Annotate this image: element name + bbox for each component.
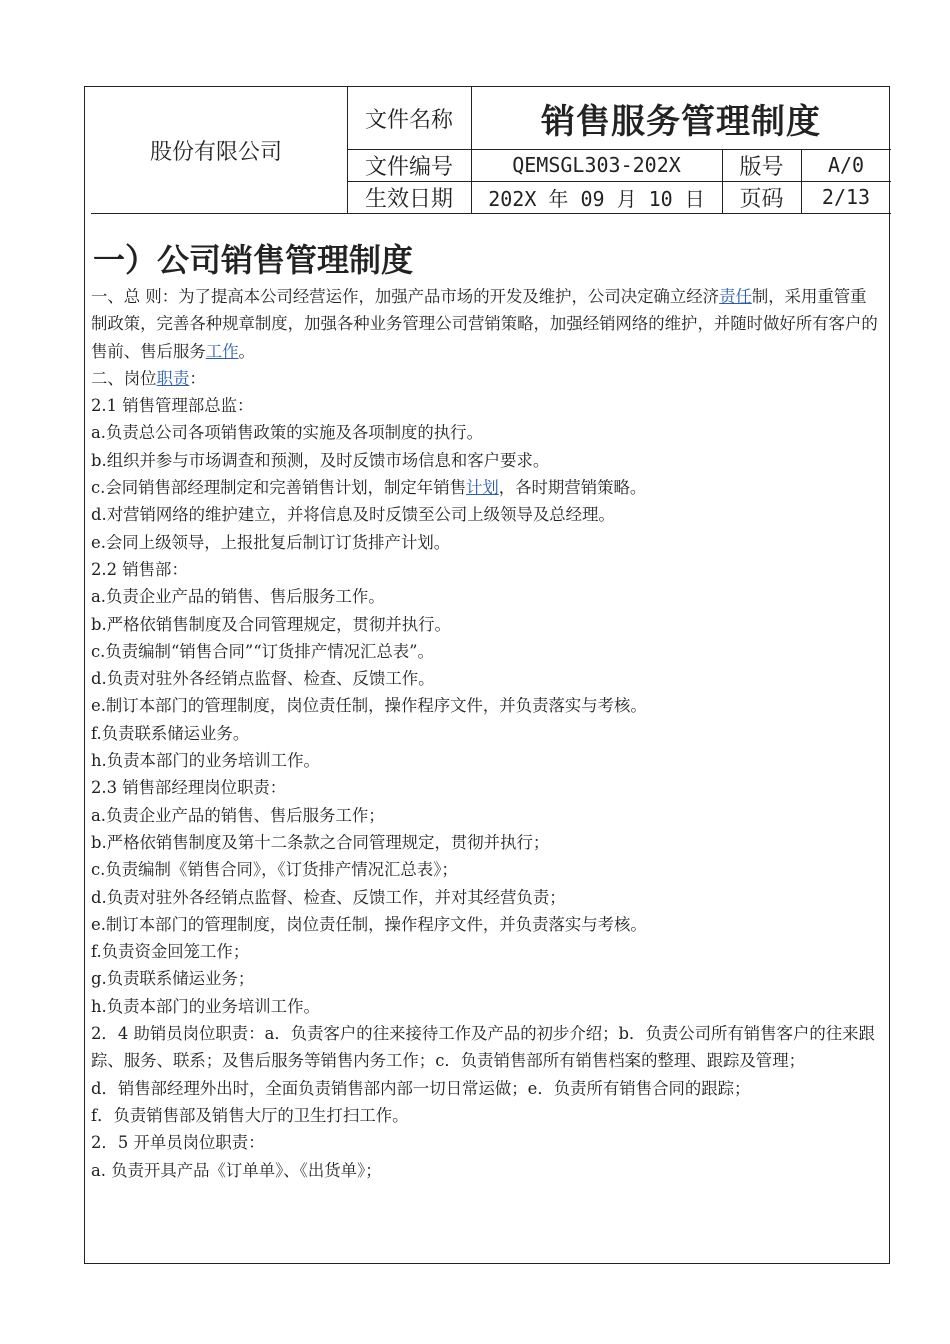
subsection-title: 2.1 销售管理部总监：	[91, 396, 254, 416]
list-item: a. 负责开具产品《订单单》、《出货单》；	[91, 1160, 382, 1180]
subsection-title: 2.3 销售部经理岗位职责：	[91, 778, 287, 798]
company-name: 股份有限公司	[149, 139, 282, 165]
list-item: h.负责本部门的业务培训工作。	[91, 996, 320, 1016]
link-plan[interactable]: 计划	[465, 478, 499, 498]
list-item: e.制订本部门的管理制度，岗位责任制，操作程序文件，并负责落实与考核。	[91, 696, 647, 716]
list-item: d.对营销网络的维护建立，并将信息及时反馈至公司上级领导及总经理。	[91, 505, 615, 525]
sales-assistant-duties: 2．4 助销员岗位职责：a．负责客户的往来接待工作及产品的初步介绍；b．负责公司所有销售客户的往来跟踪、服务、联系；及售后服务等销售内务工作；c．负责销售部所有销售档案的整理、跟踪及管理；	[91, 1024, 875, 1071]
version-label: 版号	[739, 154, 784, 180]
paragraph-text: 制，采用重管重制政策，完善各种规章制度，加强各种业务管理公司营销策略，加强经销网络的维护，并随时做好所有客户的售前、售后服务	[91, 287, 878, 361]
list-item	[91, 474, 881, 501]
subsection-title: 2．5 开单员岗位职责：	[91, 1133, 265, 1153]
document-title: 销售服务管理制度	[541, 101, 821, 142]
document-header-table	[85, 87, 891, 214]
general-principle-paragraph	[91, 283, 881, 365]
list-item: a.负责总公司各项销售政策的实施及各项制度的执行。	[91, 423, 483, 443]
link-work[interactable]: 工作	[205, 341, 239, 361]
version-value: A/0	[827, 153, 865, 177]
paragraph-text: 二、岗位	[91, 368, 157, 388]
paragraph-text: 一、总 则：为了提高本公司经营运作，加强产品市场的开发及维护，公司决定确立经济	[91, 287, 720, 306]
section-heading: 一）公司销售管理制度	[93, 241, 414, 279]
effective-date-value: 202X 年 09 月 10 日	[488, 186, 705, 211]
list-item: e.会同上级领导，上报批复后制订订货排产计划。	[91, 532, 451, 552]
effective-date-label: 生效日期	[364, 186, 453, 212]
list-item: a.负责企业产品的销售、售后服务工作。	[91, 587, 385, 607]
subsection-title: 2.2 销售部：	[91, 559, 188, 579]
paragraph-text: ：	[189, 368, 206, 388]
list-item: d.负责对驻外各经销点监督、检查、反馈工作。	[91, 669, 435, 689]
paragraph-text: ，各时期营销策略。	[498, 478, 647, 498]
header-rule	[91, 213, 891, 214]
list-item: h.负责本部门的业务培训工作。	[91, 751, 320, 771]
list-item: b.严格依销售制度及合同管理规定，贯彻并执行。	[91, 614, 451, 634]
link-duties[interactable]: 职责	[156, 368, 190, 388]
page-label: 页码	[739, 186, 784, 212]
section-two-title	[91, 365, 881, 392]
file-name-label: 文件名称	[364, 107, 453, 133]
list-item: g.负责联系储运业务；	[91, 969, 255, 989]
document-frame	[84, 86, 890, 1264]
paragraph-text: c.会同销售部经理制定和完善销售计划，制定年销售	[91, 478, 466, 498]
list-item: c.负责编制“销售合同”“订货排产情况汇总表”。	[91, 641, 434, 661]
list-item: f.负责联系储运业务。	[91, 723, 250, 743]
list-item: f．负责销售部及销售大厅的卫生打扫工作。	[91, 1105, 409, 1125]
file-no-value: QEMSGL303-202X	[512, 153, 681, 177]
list-item: f.负责资金回笼工作；	[91, 942, 250, 962]
list-item: c.负责编制《销售合同》，《订货排产情况汇总表》；	[91, 860, 458, 880]
list-item: b.严格依销售制度及第十二条款之合同管理规定，贯彻并执行；	[91, 832, 550, 852]
list-item: e.制订本部门的管理制度，岗位责任制，操作程序文件，并负责落实与考核。	[91, 914, 647, 934]
list-item: d．销售部经理外出时，全面负责销售部内部一切日常运做；e．负责所有销售合同的跟踪；	[91, 1078, 751, 1098]
list-item: d.负责对驻外各经销点监督、检查、反馈工作，并对其经营负责；	[91, 887, 566, 907]
paragraph-text: 。	[238, 341, 255, 361]
list-item: b.组织并参与市场调查和预测，及时反馈市场信息和客户要求。	[91, 450, 550, 470]
page-value: 2/13	[821, 185, 871, 209]
link-responsibility[interactable]: 责任	[719, 287, 752, 306]
document-body	[91, 237, 881, 1184]
file-no-label: 文件编号	[364, 154, 453, 180]
list-item: a.负责企业产品的销售、售后服务工作；	[91, 805, 385, 825]
